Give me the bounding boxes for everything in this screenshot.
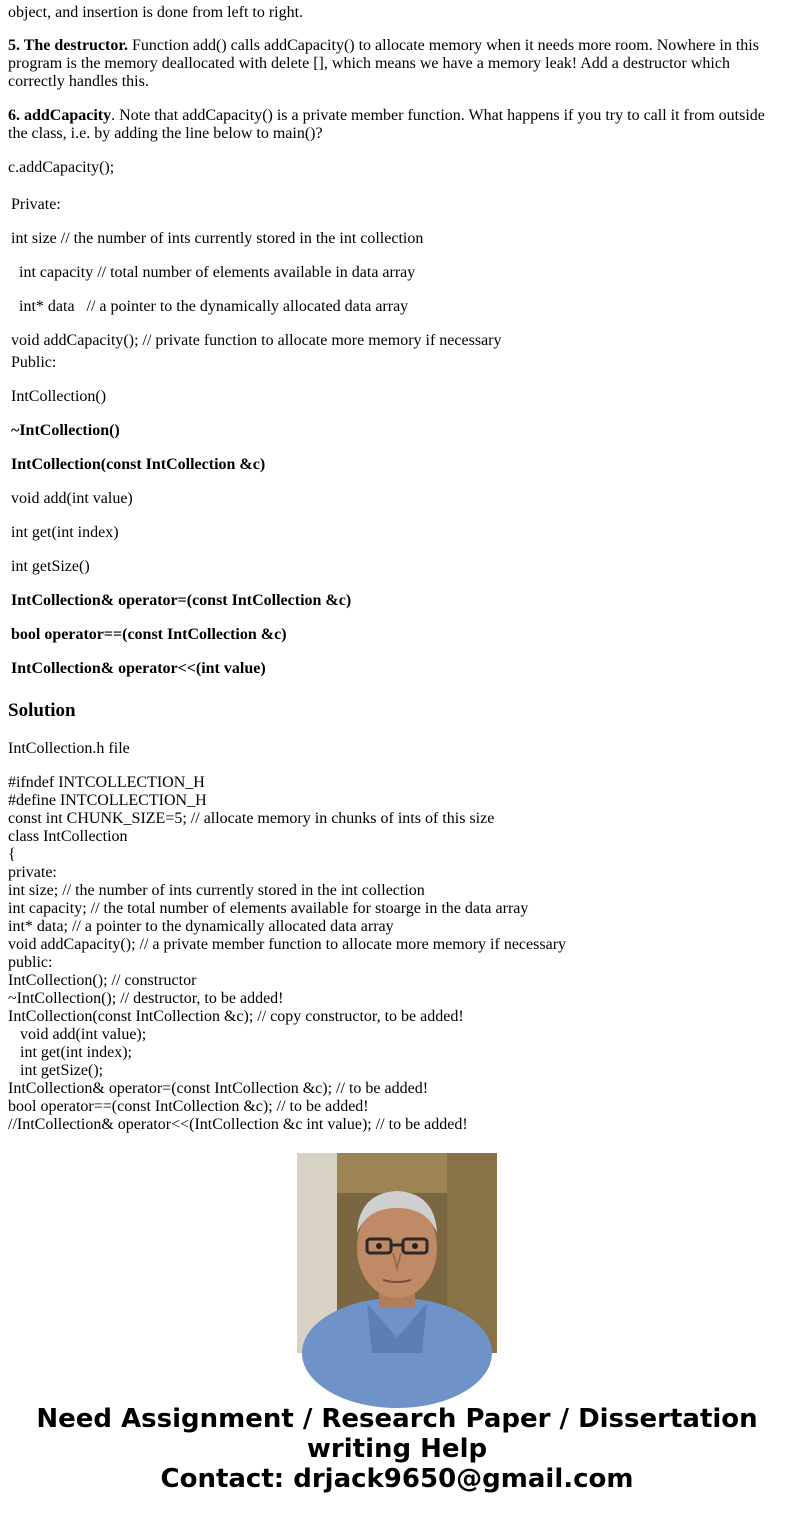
code-line: int getSize(); xyxy=(8,1062,104,1079)
public-line: IntCollection& operator=(const IntCollection &c) xyxy=(11,592,352,609)
top-text-fragment xyxy=(0,0,794,22)
code-line: class IntCollection xyxy=(8,828,128,845)
question-6 xyxy=(8,107,780,143)
public-line: ~IntCollection() xyxy=(11,422,120,439)
public-line: IntCollection(const IntCollection &c) xyxy=(11,456,266,473)
question-5-heading: 5. The destructor. xyxy=(8,37,128,54)
question-6-body: . Note that addCapacity() is a private member function. What happens if you try to call it from outside the class, i.e. by adding the line below to main()? xyxy=(8,107,765,142)
code-line: void add(int value); xyxy=(8,1026,147,1043)
author-avatar xyxy=(297,1153,497,1353)
private-line: int* data // a pointer to the dynamically allocated data array xyxy=(11,298,409,315)
code-line: IntCollection(); // constructor xyxy=(8,972,197,989)
code-line: void addCapacity(); // a private member function to allocate more memory if necessary xyxy=(8,936,567,953)
footer-line-1: Need Assignment / Research Paper / Dissertation xyxy=(36,1404,758,1434)
code-line: //IntCollection& operator<<(IntCollection &c int value); // to be added! xyxy=(8,1116,468,1133)
public-line: IntCollection() xyxy=(11,388,107,405)
question-6-heading: 6. addCapacity xyxy=(8,107,112,124)
code-line: IntCollection& operator=(const IntCollection &c); // to be added! xyxy=(8,1080,429,1097)
code-line: { xyxy=(8,846,16,863)
code-line: const int CHUNK_SIZE=5; // allocate memory in chunks of ints of this size xyxy=(8,810,495,827)
code-line: ~IntCollection(); // destructor, to be added! xyxy=(8,990,284,1007)
top-fragment-line: object, and insertion is done from left to right. xyxy=(8,4,304,21)
code-line: bool operator==(const IntCollection &c); // to be added! xyxy=(8,1098,369,1115)
code-line: public: xyxy=(8,954,53,971)
code-line: #define INTCOLLECTION_H xyxy=(8,792,207,809)
code-line: int get(int index); xyxy=(8,1044,132,1061)
public-line: int get(int index) xyxy=(11,524,119,541)
question-5 xyxy=(8,37,780,91)
code-line: int size; // the number of ints currently stored in the int collection xyxy=(8,882,425,899)
private-label: Private: xyxy=(11,196,61,213)
solution-heading: Solution xyxy=(8,700,76,721)
footer-contact: Contact: drjack9650@gmail.com xyxy=(160,1464,634,1494)
avatar-portrait xyxy=(297,1153,497,1353)
code-line: IntCollection(const IntCollection &c); // copy constructor, to be added! xyxy=(8,1008,464,1025)
footer-line-2: writing Help xyxy=(306,1434,488,1464)
code-line: #ifndef INTCOLLECTION_H xyxy=(8,774,205,791)
private-line: int capacity // total number of elements available in data array xyxy=(11,264,416,281)
file-label: IntCollection.h file xyxy=(8,740,130,757)
code-listing xyxy=(0,773,794,1133)
public-line: bool operator==(const IntCollection &c) xyxy=(11,626,287,643)
private-line: void addCapacity(); // private function to allocate more memory if necessary xyxy=(11,332,502,349)
private-line: int size // the number of ints currently stored in the int collection xyxy=(11,230,424,247)
code-line: int capacity; // the total number of elements available for stoarge in the data array xyxy=(8,900,529,917)
public-line: int getSize() xyxy=(11,558,90,575)
question-5-body: Function add() calls addCapacity() to allocate memory when it needs more room. Nowhere in this program is the memory deallocated with delete [], which means we have a memory leak! Add a destructor which correctly handles this. xyxy=(8,37,759,90)
public-label: Public: xyxy=(11,354,57,371)
code-line: int* data; // a pointer to the dynamically allocated data array xyxy=(8,918,394,935)
call-line: c.addCapacity(); xyxy=(8,159,115,176)
code-line: private: xyxy=(8,864,57,881)
public-line: IntCollection& operator<<(int value) xyxy=(11,660,266,677)
public-line: void add(int value) xyxy=(11,490,133,507)
